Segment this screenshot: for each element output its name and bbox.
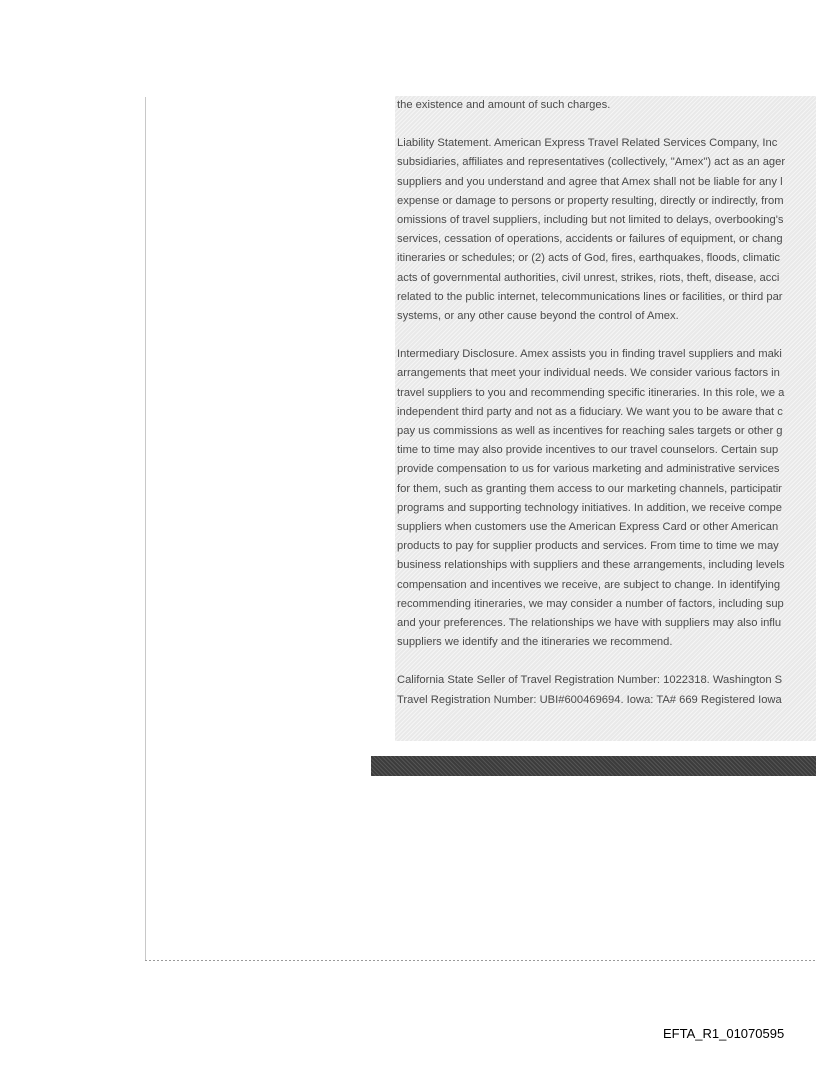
text-line: arrangements that meet your individual needs. We consider various factors in [397,367,780,380]
text-line: programs and supporting technology initiatives. In addition, we receive compe [397,501,782,514]
text-line: independent third party and not as a fiduciary. We want you to be aware that c [397,405,783,418]
intro-paragraph [397,96,816,115]
text-line: Travel Registration Number: UBI#600469694. Iowa: TA# 669 Registered Iowa [397,693,782,706]
text-line: omissions of travel suppliers, including but not limited to delays, overbooking's [397,214,784,227]
text-line: business relationships with suppliers and these arrangements, including levels [397,559,785,572]
text-line: travel suppliers to you and recommending specific itineraries. In this role, we a [397,386,785,399]
text-line: compensation and incentives we receive, are subject to change. In identifying [397,578,781,591]
text-line: time to time may also provide incentives to our travel counselors. Certain sup [397,444,779,457]
email-content-panel [395,96,816,741]
page-frame-left-border [145,97,146,961]
text-line: suppliers and you understand and agree that Amex shall not be liable for any l [397,175,783,188]
document-id: EFTA_R1_01070595 [663,1026,785,1041]
text-line: California State Seller of Travel Registration Number: 1022318. Washington S [397,674,783,687]
text-line: systems, or any other cause beyond the control of Amex. [397,310,679,323]
text-line: and your preferences. The relationships we have with suppliers may also influ [397,617,782,630]
text-line: services, cessation of operations, accidents or failures of equipment, or chang [397,233,783,246]
text-line: for them, such as granting them access to our marketing channels, participatir [397,482,782,495]
intermediary-disclosure-paragraph [397,345,816,652]
text-line: suppliers we identify and the itineraries we recommend. [397,636,673,649]
text-line: itineraries or schedules; or (2) acts of God, fires, earthquakes, floods, climatic [397,252,781,265]
page-frame-bottom-border [145,960,816,961]
text-line: Liability Statement. American Express Travel Related Services Company, Inc [397,137,778,150]
text-line: acts of governmental authorities, civil unrest, strikes, riots, theft, disease, acci [397,271,780,284]
text-line: pay us commissions as well as incentives for reaching sales targets or other g [397,425,783,438]
footer-bar [371,756,816,776]
text-line: the existence and amount of such charges. [397,99,611,111]
registration-paragraph [397,671,816,709]
terms-text-block [397,96,816,710]
text-line: subsidiaries, affiliates and representatives (collectively, "Amex") act as an ager [397,156,786,169]
text-line: expense or damage to persons or property resulting, directly or indirectly, from [397,194,784,207]
text-line: products to pay for supplier products and services. From time to time we may [397,540,779,553]
text-line: recommending itineraries, we may consider a number of factors, including sup [397,597,784,610]
text-line: Intermediary Disclosure. Amex assists you in finding travel suppliers and maki [397,348,782,361]
text-line: related to the public internet, telecommunications lines or facilities, or third par [397,290,783,303]
liability-statement-paragraph [397,134,816,326]
text-line: provide compensation to us for various marketing and administrative services [397,463,780,476]
text-line: suppliers when customers use the American Express Card or other American [397,521,779,534]
